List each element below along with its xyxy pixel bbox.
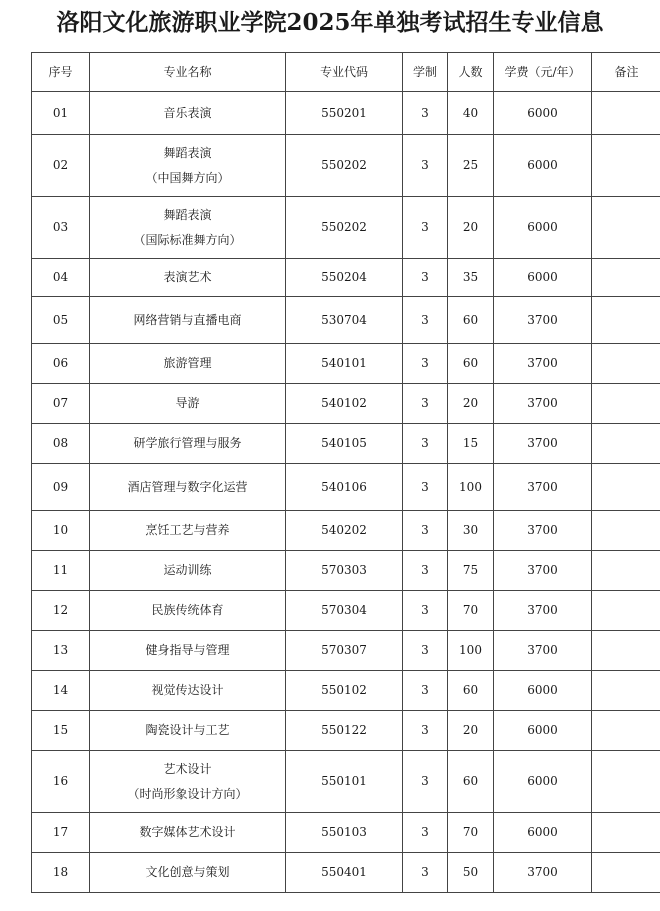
cell-serial: 02 (32, 135, 90, 197)
cell-remarks (592, 751, 660, 813)
major-name: 艺术设计 (163, 761, 212, 776)
table-row (32, 464, 660, 511)
cell-tuition: 6000 (494, 259, 592, 297)
cell-tuition: 6000 (494, 711, 592, 751)
cell-tuition: 3700 (494, 384, 592, 424)
cell-remarks (592, 511, 660, 551)
table-row (32, 631, 660, 671)
cell-major-name (90, 464, 286, 511)
cell-duration: 3 (403, 135, 448, 197)
cell-remarks (592, 551, 660, 591)
page-title: 洛阳文化旅游职业学院2025年单独考试招生专业信息 (56, 9, 604, 36)
table-row (32, 671, 660, 711)
major-name: 表演艺术 (163, 270, 212, 284)
major-name: 视觉传达设计 (151, 683, 224, 697)
cell-duration: 3 (403, 671, 448, 711)
cell-major-name (90, 259, 286, 297)
table-row (32, 751, 660, 813)
cell-major-code: 570303 (286, 551, 403, 591)
major-name: 音乐表演 (163, 105, 212, 120)
table-row (32, 197, 660, 259)
cell-tuition: 3700 (494, 551, 592, 591)
cell-serial: 05 (32, 297, 90, 344)
cell-major-name (90, 671, 286, 711)
table-row (32, 511, 660, 551)
cell-quota: 50 (448, 853, 494, 893)
table-body (32, 92, 660, 893)
cell-duration: 3 (403, 631, 448, 671)
cell-remarks (592, 384, 660, 424)
cell-remarks (592, 92, 660, 135)
cell-serial: 18 (32, 853, 90, 893)
cell-major-code: 540105 (286, 424, 403, 464)
table-row (32, 259, 660, 297)
cell-duration: 3 (403, 551, 448, 591)
cell-serial: 07 (32, 384, 90, 424)
cell-quota: 70 (448, 591, 494, 631)
major-name: 网络营销与直播电商 (133, 312, 242, 327)
cell-duration: 3 (403, 384, 448, 424)
cell-tuition: 3700 (494, 297, 592, 344)
cell-serial: 08 (32, 424, 90, 464)
table-row (32, 135, 660, 197)
cell-remarks (592, 711, 660, 751)
table-row (32, 92, 660, 135)
cell-major-code: 540102 (286, 384, 403, 424)
cell-duration: 3 (403, 853, 448, 893)
cell-serial: 01 (32, 92, 90, 135)
cell-tuition: 6000 (494, 135, 592, 197)
major-name: 数字媒体艺术设计 (139, 825, 236, 839)
cell-quota: 60 (448, 751, 494, 813)
cell-serial: 13 (32, 631, 90, 671)
cell-major-code: 550401 (286, 853, 403, 893)
cell-quota: 75 (448, 551, 494, 591)
cell-remarks (592, 197, 660, 259)
cell-major-name (90, 813, 286, 853)
cell-remarks (592, 631, 660, 671)
cell-major-name (90, 384, 286, 424)
cell-duration: 3 (403, 711, 448, 751)
cell-tuition: 6000 (494, 92, 592, 135)
table-row (32, 853, 660, 893)
header-duration: 学制 (403, 53, 448, 92)
major-name: 研学旅行管理与服务 (133, 436, 242, 450)
table-row (32, 711, 660, 751)
cell-quota: 25 (448, 135, 494, 197)
cell-duration: 3 (403, 92, 448, 135)
cell-major-code: 570304 (286, 591, 403, 631)
major-direction: （时尚形象设计方向） (127, 786, 248, 801)
header-tuition: 学费（元/年） (494, 53, 592, 92)
cell-major-name (90, 751, 286, 813)
cell-tuition: 3700 (494, 464, 592, 511)
cell-quota: 70 (448, 813, 494, 853)
cell-quota: 100 (448, 464, 494, 511)
major-name: 舞蹈表演 (163, 145, 212, 160)
cell-major-name (90, 591, 286, 631)
cell-quota: 20 (448, 384, 494, 424)
cell-duration: 3 (403, 344, 448, 384)
cell-serial: 17 (32, 813, 90, 853)
cell-serial: 06 (32, 344, 90, 384)
cell-quota: 20 (448, 711, 494, 751)
table-row (32, 424, 660, 464)
cell-major-code: 540106 (286, 464, 403, 511)
cell-major-name (90, 424, 286, 464)
major-name: 陶瓷设计与工艺 (145, 723, 230, 737)
cell-tuition: 3700 (494, 853, 592, 893)
cell-duration: 3 (403, 197, 448, 259)
major-name: 导游 (175, 396, 200, 410)
cell-major-code: 550204 (286, 259, 403, 297)
cell-major-name (90, 197, 286, 259)
cell-tuition: 6000 (494, 813, 592, 853)
cell-duration: 3 (403, 591, 448, 631)
cell-serial: 15 (32, 711, 90, 751)
cell-serial: 09 (32, 464, 90, 511)
cell-major-name (90, 551, 286, 591)
header-major-name: 专业名称 (90, 53, 286, 92)
major-name: 烹饪工艺与营养 (145, 523, 230, 537)
cell-serial: 11 (32, 551, 90, 591)
cell-serial: 12 (32, 591, 90, 631)
cell-major-code: 550101 (286, 751, 403, 813)
cell-tuition: 6000 (494, 671, 592, 711)
cell-tuition: 3700 (494, 511, 592, 551)
table-row (32, 384, 660, 424)
major-direction: （中国舞方向） (145, 170, 230, 185)
cell-major-name (90, 711, 286, 751)
table-header-row (32, 53, 660, 92)
cell-serial: 10 (32, 511, 90, 551)
cell-quota: 60 (448, 344, 494, 384)
cell-quota: 60 (448, 297, 494, 344)
cell-major-code: 550122 (286, 711, 403, 751)
table-row (32, 297, 660, 344)
cell-remarks (592, 464, 660, 511)
cell-duration: 3 (403, 813, 448, 853)
cell-tuition: 3700 (494, 344, 592, 384)
cell-serial: 03 (32, 197, 90, 259)
cell-quota: 60 (448, 671, 494, 711)
cell-major-name (90, 135, 286, 197)
cell-major-name (90, 631, 286, 671)
enrollment-table (31, 52, 660, 893)
cell-remarks (592, 297, 660, 344)
cell-remarks (592, 424, 660, 464)
cell-remarks (592, 671, 660, 711)
cell-duration: 3 (403, 424, 448, 464)
cell-tuition: 6000 (494, 197, 592, 259)
cell-duration: 3 (403, 511, 448, 551)
cell-quota: 30 (448, 511, 494, 551)
cell-major-code: 550202 (286, 197, 403, 259)
cell-major-name (90, 344, 286, 384)
major-name: 运动训练 (163, 563, 212, 577)
cell-tuition: 3700 (494, 591, 592, 631)
cell-major-name (90, 853, 286, 893)
major-name: 文化创意与策划 (145, 865, 230, 879)
cell-duration: 3 (403, 751, 448, 813)
cell-major-code: 540101 (286, 344, 403, 384)
cell-quota: 15 (448, 424, 494, 464)
table-row (32, 551, 660, 591)
cell-quota: 35 (448, 259, 494, 297)
header-quota: 人数 (448, 53, 494, 92)
cell-remarks (592, 135, 660, 197)
header-serial: 序号 (32, 53, 90, 92)
cell-duration: 3 (403, 464, 448, 511)
cell-remarks (592, 344, 660, 384)
cell-remarks (592, 853, 660, 893)
cell-duration: 3 (403, 259, 448, 297)
cell-quota: 100 (448, 631, 494, 671)
major-direction: （国际标准舞方向） (133, 232, 242, 247)
cell-major-code: 570307 (286, 631, 403, 671)
cell-major-code: 540202 (286, 511, 403, 551)
cell-major-name (90, 92, 286, 135)
cell-major-code: 530704 (286, 297, 403, 344)
cell-major-code: 550102 (286, 671, 403, 711)
cell-tuition: 3700 (494, 424, 592, 464)
cell-serial: 14 (32, 671, 90, 711)
major-name: 健身指导与管理 (145, 643, 230, 657)
cell-remarks (592, 259, 660, 297)
cell-remarks (592, 591, 660, 631)
cell-remarks (592, 813, 660, 853)
major-name: 酒店管理与数字化运营 (127, 479, 248, 494)
cell-quota: 20 (448, 197, 494, 259)
major-name: 旅游管理 (163, 356, 212, 370)
major-name: 舞蹈表演 (163, 207, 212, 222)
cell-tuition: 3700 (494, 631, 592, 671)
cell-major-code: 550103 (286, 813, 403, 853)
header-major-code: 专业代码 (286, 53, 403, 92)
major-name: 民族传统体育 (151, 603, 224, 617)
cell-tuition: 6000 (494, 751, 592, 813)
cell-major-name (90, 297, 286, 344)
table-row (32, 591, 660, 631)
cell-serial: 16 (32, 751, 90, 813)
cell-serial: 04 (32, 259, 90, 297)
cell-major-name (90, 511, 286, 551)
cell-duration: 3 (403, 297, 448, 344)
cell-major-code: 550201 (286, 92, 403, 135)
header-remarks: 备注 (592, 53, 660, 92)
table-row (32, 344, 660, 384)
cell-major-code: 550202 (286, 135, 403, 197)
table-row (32, 813, 660, 853)
cell-quota: 40 (448, 92, 494, 135)
